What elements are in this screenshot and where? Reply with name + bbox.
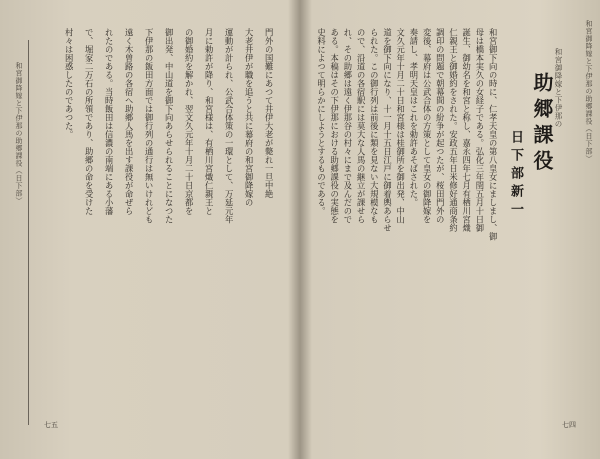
right-page [300,0,600,459]
text-column: 大老井伊が職を追うと共に幕府の和宮御降嫁の [244,28,255,207]
text-column: れたのである。当時飯田は信濃の南端にある小藩 [104,28,115,215]
text-column: 仁親王と御婚約をされた。安政五年日米修好通商条約 [448,28,459,232]
text-column: ある。本稿はその下伊那における助郷課役の実態を [329,28,340,224]
text-column: れ、その助郷は遠く伊那谷の村々にまで及んだので [342,28,353,224]
right-page-number: 七四 [562,421,576,429]
text-column: 調印の問題で朝幕間の紛争が起つたが、桜田門外の [435,28,446,224]
text-column: 御出発、中山道を御下向あらせられることになつた [164,28,175,224]
text-column: 門外の国難にあつて井伊大老が斃れ一旦中絶 [264,28,275,198]
article-title: 助郷課役 [530,72,554,176]
text-column: 母は橋本実久の女経子である。弘化三年閏五月十日御 [474,28,485,232]
left-rule [28,40,29,425]
text-column: 奏請し、孝明天皇はこれを勅許あそばされた。 [408,28,419,207]
left-page-number: 七五 [44,421,58,429]
text-column: られた。この御行列は前後に類を見ない大規模なも [369,28,380,224]
text-column: で、堀家二万石の所領であり、助郷の命を受けた [84,28,95,215]
article-author: 日下部新一 [508,130,523,220]
text-column: 運動が計られ、公武合体策の一環として、万延元年 [224,28,235,224]
text-column: 月に勅許が降り、和宮様は、有栖川宮熾仁親王と [204,28,215,215]
left-running-header: 和宮御降嫁と下伊那の助郷課役（日下部） [15,62,23,205]
text-column: 遠く木曽路の各宿へ助郷人馬を出す課役が命ぜら [124,28,135,215]
text-column: 下伊那の飯田方面では御行列の通行は無いけれども [144,28,155,224]
text-column: 文久元年十月二十日和宮様は桂御所を御出発、中山 [395,28,406,224]
text-column: ので、沿道の各宿駅には莫大な人馬の継立が課せら [356,28,367,224]
text-column: 変後、幕府は公武合体の方策として皇女の御降嫁を [422,28,433,224]
text-column: 村々は困惑したのであつた。 [64,28,75,139]
text-column: の御婚約を解かれ、翌文久元年十月二十日京都を [184,28,195,215]
text-column: 和宮御下向の時に、仁孝天皇の第八皇女にましまし、御 [488,28,499,241]
text-column: 史料によつて明らかにしようとするものである。 [316,28,327,215]
right-running-header: 和宮御降嫁と下伊那の助郷課役（日下部） [585,20,593,163]
article-title-prefix: 和宮御降嫁と下伊那の [554,48,563,128]
text-column: 道を御下向になり、十一月十五日江戸に御着輿あらせ [382,28,393,232]
text-column: 誕生、御幼名を和宮と称し、嘉永四年七月有栖川宮熾 [461,28,472,232]
